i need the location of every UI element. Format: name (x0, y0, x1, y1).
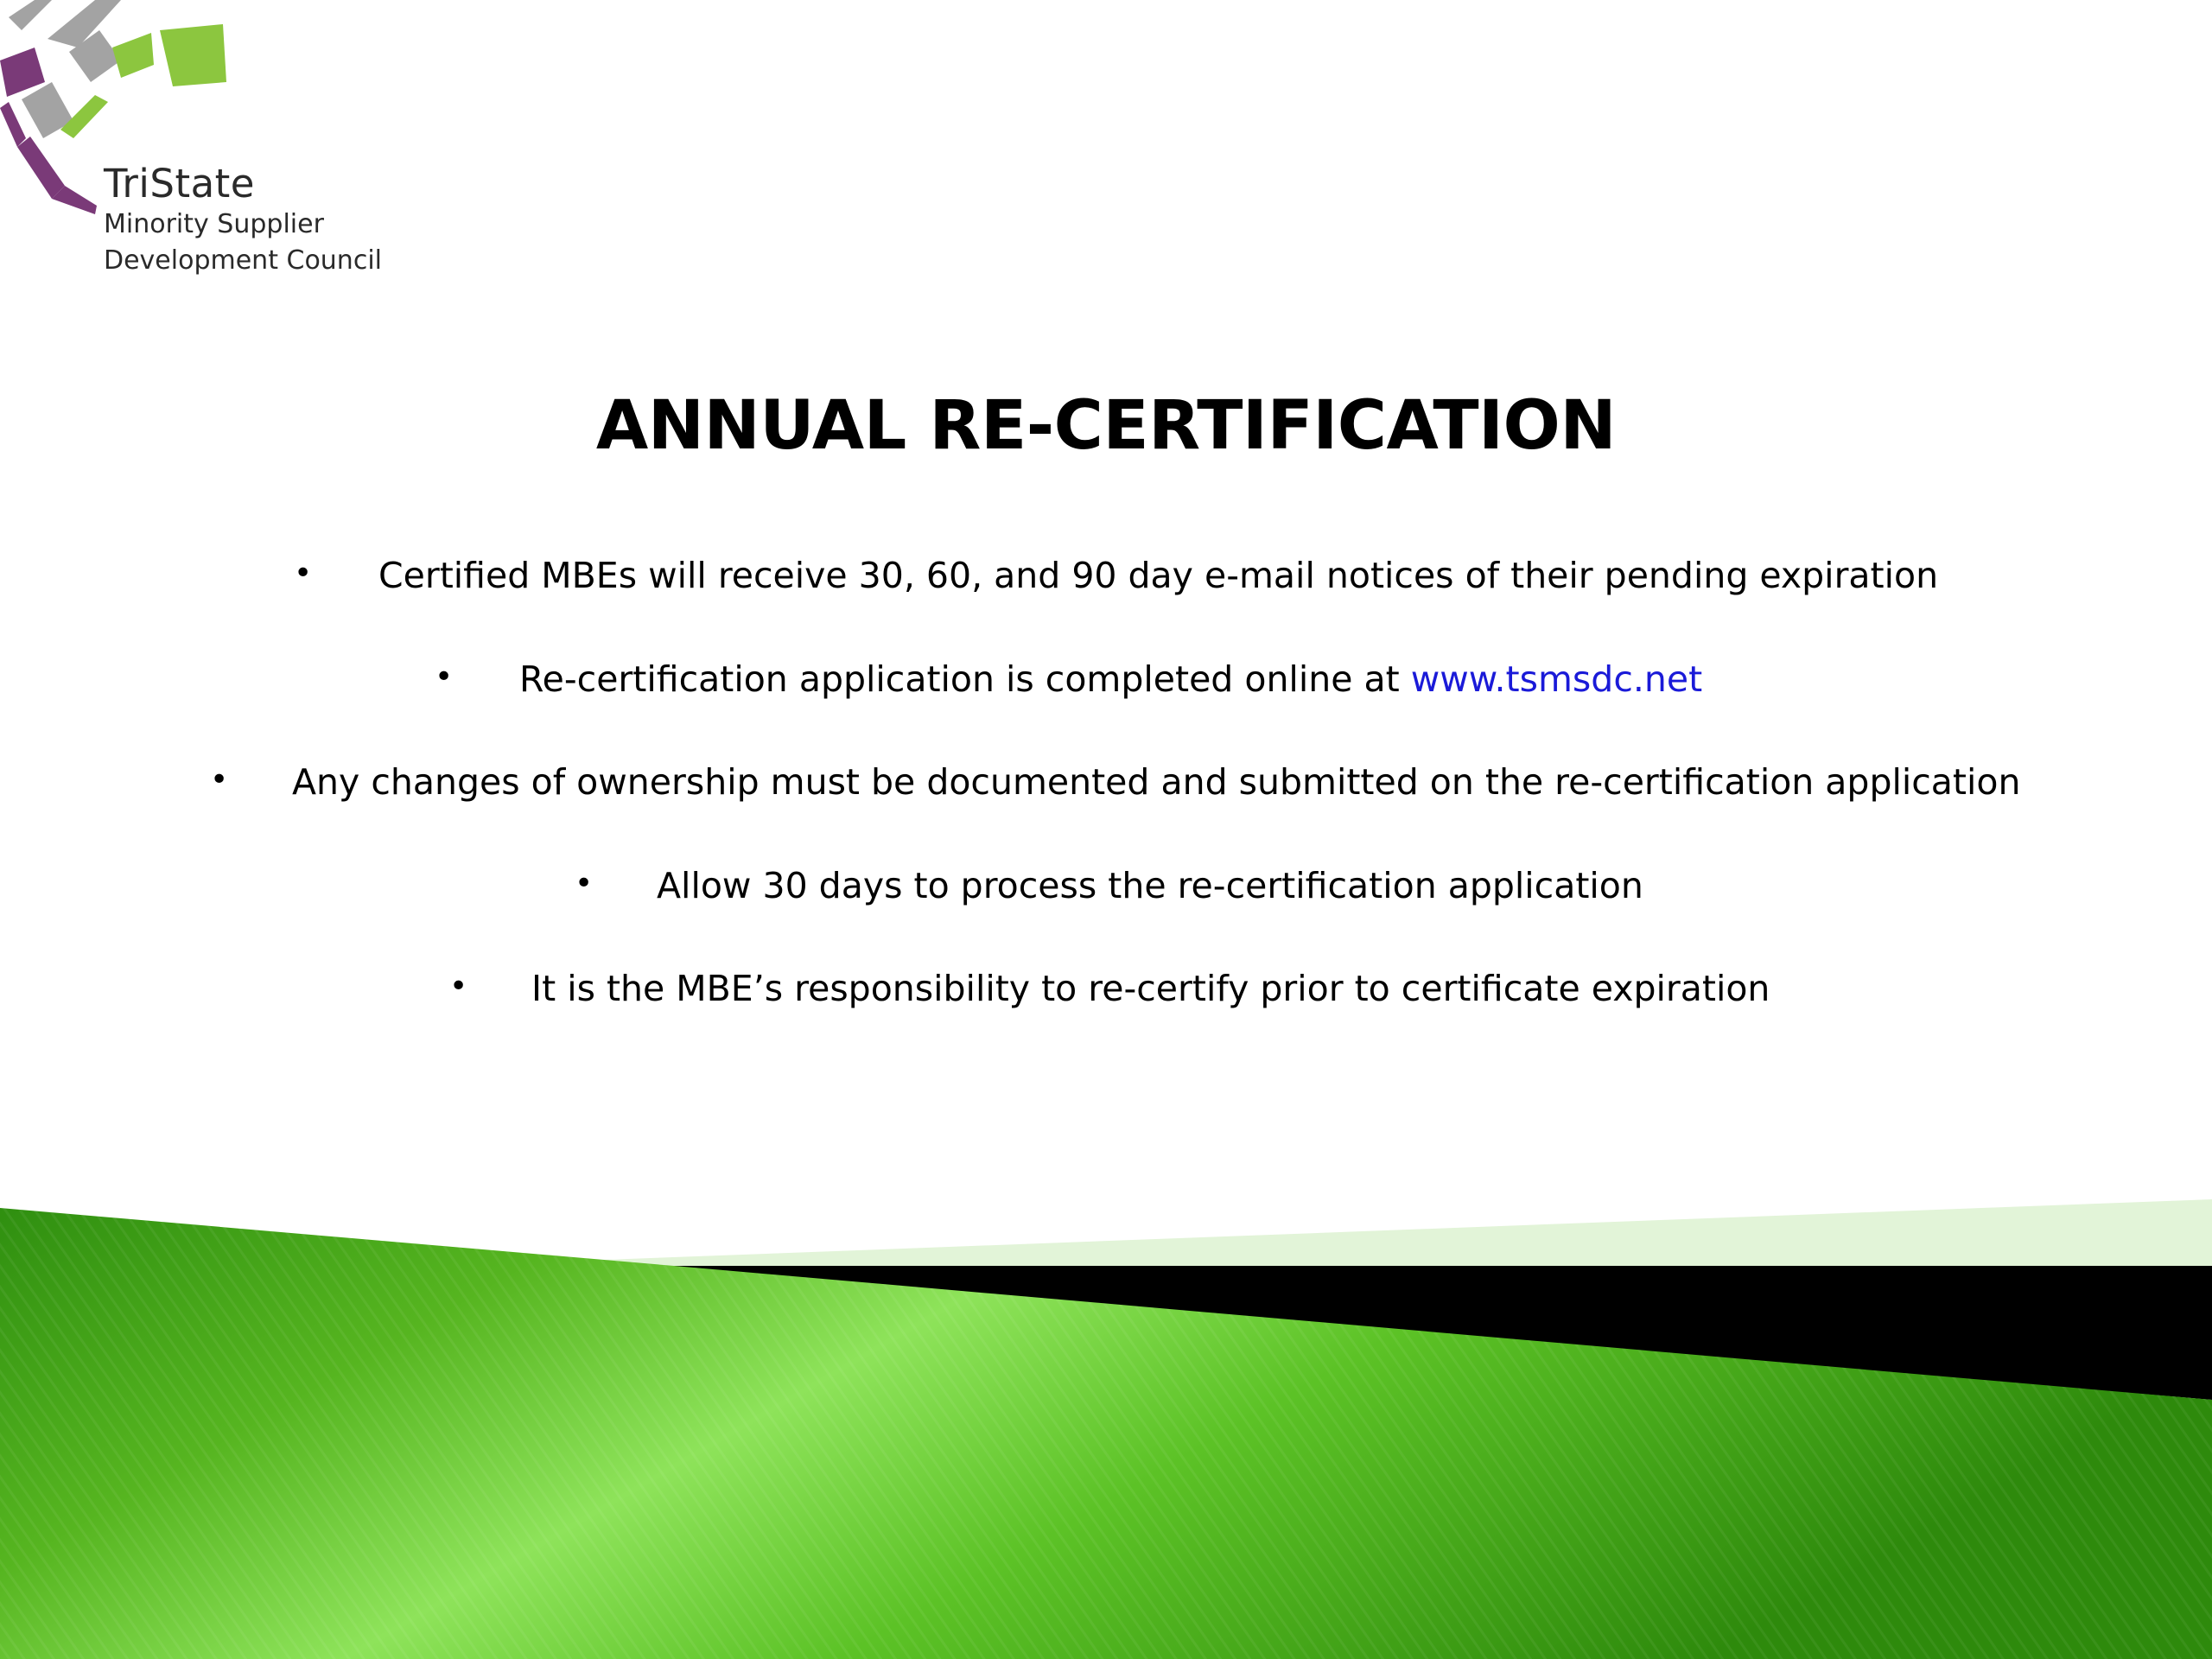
slide-title: ANNUAL RE-CERTIFICATION (595, 387, 1617, 465)
bullet-text: Certified MBEs will receive 30, 60, and 90 day e-mail notices of their pending expiration (378, 555, 1939, 596)
bullet-text: Any changes of ownership must be documented and submitted on the re-certification application (292, 761, 2021, 803)
bullet-text: It is the MBE’s responsibility to re-certify prior to certificate expiration (531, 968, 1770, 1009)
decorative-bottom-band (0, 1184, 2212, 1659)
logo-subtitle-line-2: Development Council (104, 245, 382, 276)
website-link[interactable]: www.tsmsdc.net (1410, 658, 1703, 700)
bullet-dot-icon: • (435, 659, 454, 695)
bullet-dot-icon: • (449, 969, 468, 1004)
bullet-text: Re-certification application is completed online at (519, 658, 1411, 700)
bullet-dot-icon: • (210, 762, 229, 798)
bullet-text-with-link (519, 658, 1703, 700)
logo-subtitle-line-1: Minority Supplier (104, 209, 324, 239)
bullet-dot-icon: • (575, 866, 594, 901)
logo-text (104, 161, 382, 276)
tristate-logo (0, 0, 380, 285)
bullet-dot-icon: • (294, 556, 313, 591)
bullet-text: Allow 30 days to process the re-certification application (657, 865, 1643, 906)
logo-name: TriState (104, 161, 255, 207)
